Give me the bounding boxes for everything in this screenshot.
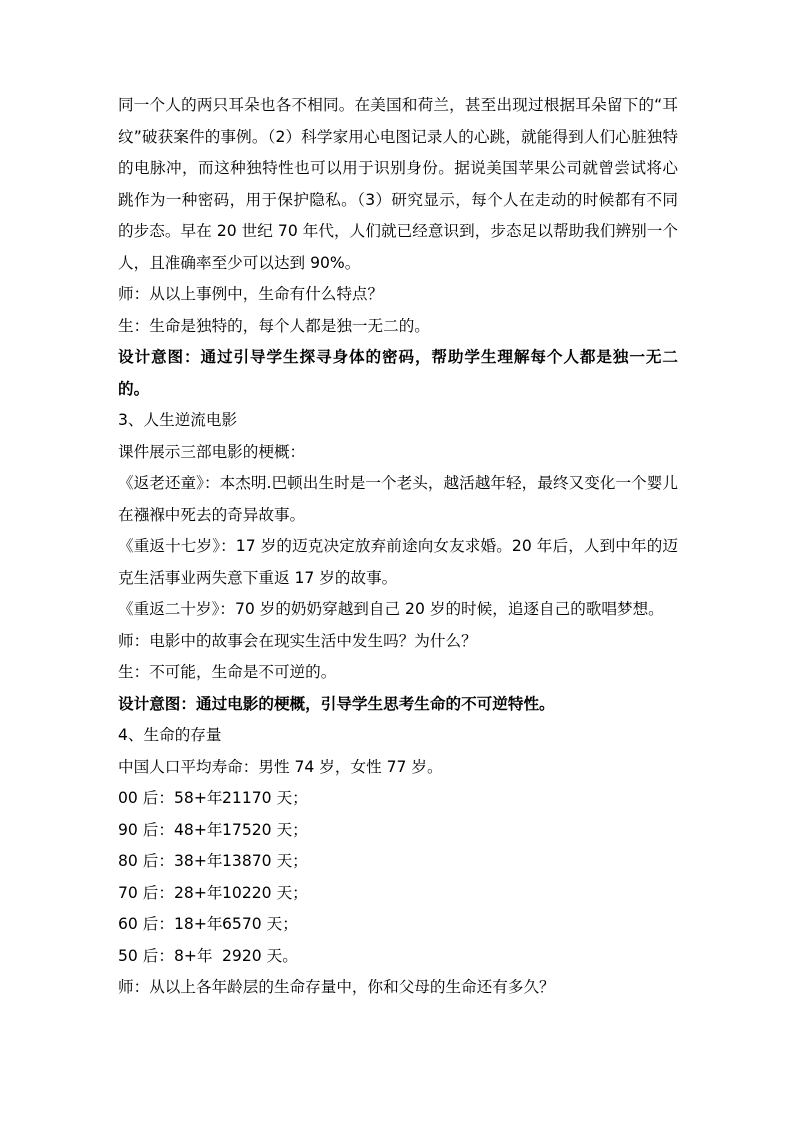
lifespan-list — [118, 783, 678, 972]
teacher-question-3: 师：从以上各年龄层的生命存量中，你和父母的生命还有多久？ — [118, 978, 555, 996]
student-answer-2: 生：不可能，生命是不可逆的。 — [118, 663, 337, 681]
generation-label: 90 后：48+年 — [118, 820, 223, 839]
days-remaining: 6570 天； — [222, 915, 298, 933]
days-remaining: 21170 天； — [222, 789, 308, 807]
movie-summary-2: 《重返十七岁》：17 岁的迈克决定放弃前途向女友求婚。20 年后，人到中年的迈克生活事业两失意下重返 17 岁的故事。 — [118, 537, 678, 587]
teacher-question-2: 师：电影中的故事会在现实生活中发生吗？为什么？ — [118, 631, 477, 650]
list-item — [118, 878, 678, 910]
section-heading-3: 3、人生逆流电影 — [118, 411, 238, 429]
list-item — [118, 909, 678, 941]
paragraph-biometrics: 同一个人的两只耳朵也各不相同。在美国和荷兰，甚至出现过根据耳朵留下的“耳纹”破获案件的事例。（2）科学家用心电图记录人的心跳，就能得到人们心脏独特的电脉冲，而这种独特性也可以用于识别身份。据说美国苹果公司就曾尝试将心跳作为一种密码，用于保护隐私。（3）研究显示，每个人在走动的时候都有不同的步态。早在 20 世纪 70 年代，人们就已经意识到，步态足以帮助我们辨别一个人，且准确率至少可以达到 90%。 — [118, 96, 678, 272]
days-remaining: 13870 天； — [222, 852, 308, 870]
days-remaining: 2920 天。 — [222, 946, 298, 965]
list-item — [118, 846, 678, 878]
student-answer-1: 生：生命是独特的，每个人都是独一无二的。 — [118, 316, 430, 335]
generation-label: 50 后：8+年 — [118, 946, 213, 965]
teacher-question-1: 师：从以上事例中，生命有什么特点？ — [118, 285, 384, 303]
design-intent-1: 设计意图：通过引导学生探寻身体的密码，帮助学生理解每个人都是独一无二的。 — [118, 348, 678, 398]
generation-label: 00 后：58+年 — [118, 789, 223, 807]
generation-label: 80 后：38+年 — [118, 852, 223, 870]
list-item — [118, 815, 678, 847]
movie-summary-1: 《返老还童》：本杰明.巴顿出生时是一个老头，越活越年轻，最终又变化一个婴儿在襁褓中死去的奇异故事。 — [118, 474, 678, 524]
design-intent-2: 设计意图：通过电影的梗概，引导学生思考生命的不可逆特性。 — [118, 694, 555, 713]
section-heading-4: 4、生命的存量 — [118, 726, 222, 744]
list-item — [118, 783, 678, 815]
generation-label: 60 后：18+年 — [118, 915, 223, 933]
days-remaining: 17520 天； — [222, 820, 308, 839]
courseware-intro: 课件展示三部电影的梗概： — [118, 442, 306, 461]
movie-summary-3: 《重返二十岁》：70 岁的奶奶穿越到自己 20 岁的时候，追逐自己的歌唱梦想。 — [118, 600, 664, 618]
document-body — [118, 90, 678, 1004]
generation-label: 70 后：28+年 — [118, 883, 223, 902]
days-remaining: 10220 天； — [222, 883, 308, 902]
list-item — [118, 941, 678, 973]
life-expectancy: 中国人口平均寿命：男性 74 岁，女性 77 岁。 — [118, 757, 443, 776]
